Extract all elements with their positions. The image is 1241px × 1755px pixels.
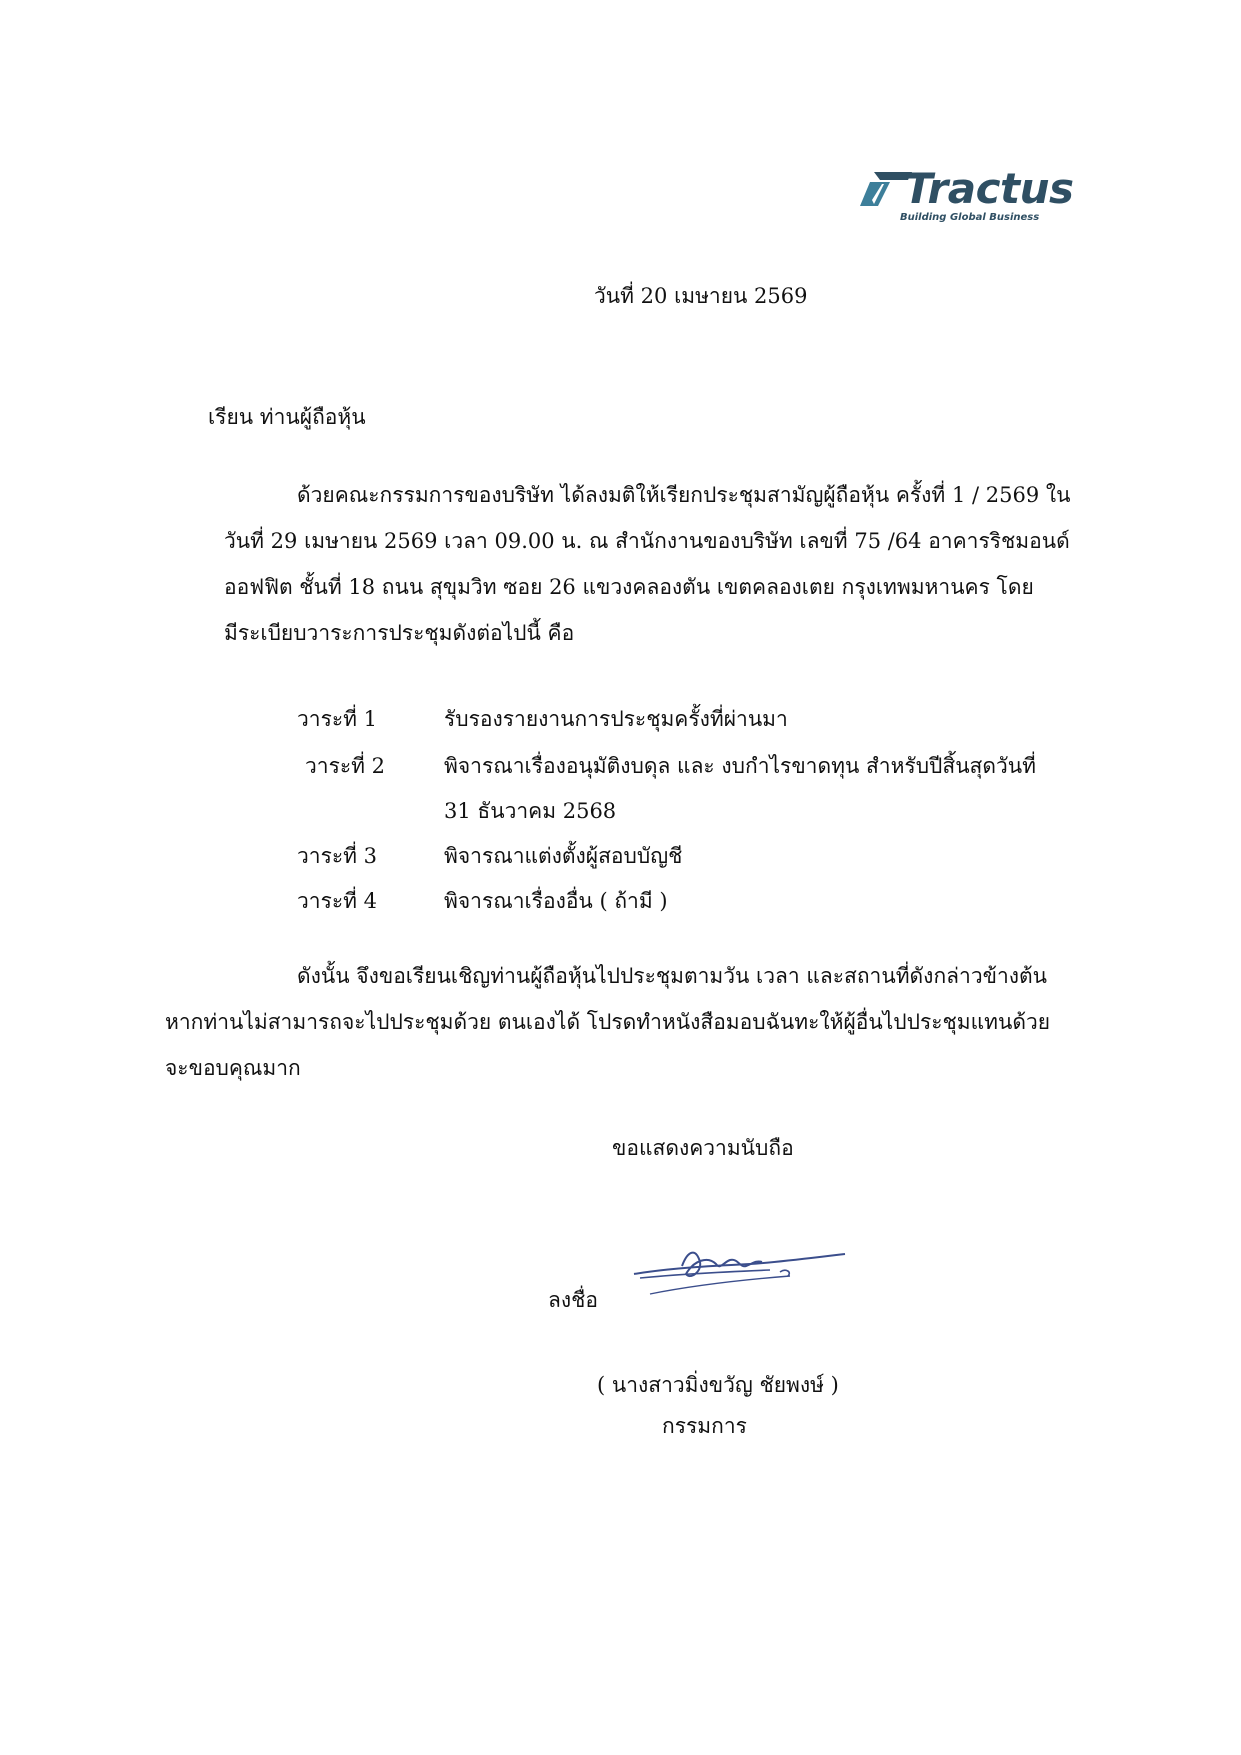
logo-tagline: Building Global Business bbox=[900, 212, 1040, 223]
company-logo bbox=[860, 164, 1074, 225]
regards: ขอแสดงความนับถือ bbox=[612, 1136, 794, 1160]
agenda-label: วาระที่ 3 bbox=[297, 844, 378, 868]
signatory-title: กรรมการ bbox=[662, 1414, 747, 1438]
agenda-text: พิจารณาเรื่องอนุมัติงบดุล และ งบกำไรขาดทุน สำหรับปีสิ้นสุดวันที่ bbox=[444, 754, 1036, 778]
closing-line-2: หากท่านไม่สามารถจะไปประชุมด้วย ตนเองได้ โปรดทำหนังสือมอบฉันทะให้ผู้อื่นไปประชุมแทนด้วย bbox=[165, 1010, 1051, 1034]
logo-wordmark bbox=[904, 164, 1073, 213]
closing-line-1: ดังนั้น จึงขอเรียนเชิญท่านผู้ถือหุ้นไปประชุมตามวัน เวลา และสถานที่ดังกล่าวข้างต้น bbox=[297, 964, 1048, 988]
intro-line-1: ด้วยคณะกรรมการของบริษัท ได้ลงมติให้เรียกประชุมสามัญผู้ถือหุ้น ครั้งที่ 1 / 2569 ใน bbox=[297, 483, 1071, 507]
sign-label: ลงชื่อ bbox=[548, 1288, 598, 1312]
agenda-label: วาระที่ 2 bbox=[305, 754, 386, 778]
closing-line-3: จะขอบคุณมาก bbox=[165, 1056, 301, 1080]
handwritten-signature bbox=[630, 1238, 850, 1298]
signatory-name: ( นางสาวมิ่งขวัญ ชัยพงษ์ ) bbox=[597, 1373, 839, 1397]
agenda-label: วาระที่ 1 bbox=[297, 707, 378, 731]
intro-line-4: มีระเบียบวาระการประชุมดังต่อไปนี้ คือ bbox=[224, 621, 575, 645]
logo-name: Tractus bbox=[904, 164, 1074, 213]
agenda-text: รับรองรายงานการประชุมครั้งที่ผ่านมา bbox=[444, 707, 788, 731]
agenda-label: วาระที่ 4 bbox=[297, 889, 378, 913]
agenda-text: พิจารณาเรื่องอื่น ( ถ้ามี ) bbox=[444, 889, 668, 913]
intro-line-2: วันที่ 29 เมษายน 2569 เวลา 09.00 น. ณ สำนักงานของบริษัท เลขที่ 75 /64 อาคารริชมอนด์ bbox=[224, 529, 1070, 553]
agenda-continuation: 31 ธันวาคม 2568 bbox=[444, 799, 617, 823]
letter-date: วันที่ 20 เมษายน 2569 bbox=[594, 284, 808, 308]
intro-line-3: ออฟฟิต ชั้นที่ 18 ถนน สุขุมวิท ซอย 26 แขวงคลองตัน เขตคลองเตย กรุงเทพมหานคร โดย bbox=[224, 575, 1034, 599]
agenda-text: พิจารณาแต่งตั้งผู้สอบบัญชี bbox=[444, 844, 683, 868]
salutation: เรียน ท่านผู้ถือหุ้น bbox=[208, 405, 366, 429]
